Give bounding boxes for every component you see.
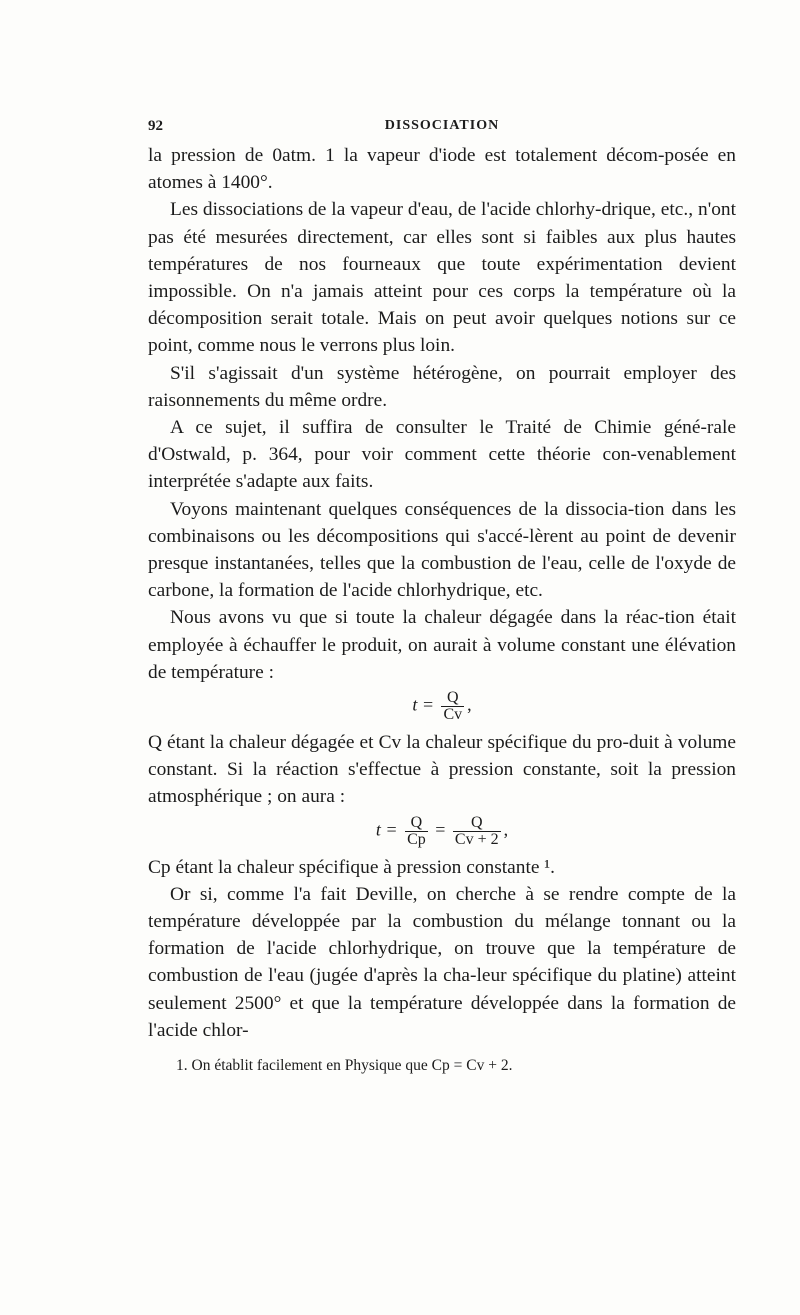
paragraph: A ce sujet, il suffira de consulter le Traité de Chimie géné-rale d'Ostwald, p. 364, pour voir comment cette théorie con-venablement interprétée s'adapte aux faits.: [148, 417, 736, 493]
formula-equals: =: [435, 819, 446, 840]
paragraph: Voyons maintenant quelques conséquences de la dissocia-tion dans les combinaisons ou les décompositions qui s'accé-lèrent au point de devenir presque instantanées, telles que la combustion de l'eau, celle de l'oxyde de carbone, la formation de l'acide chlorhydrique, etc.: [148, 498, 736, 602]
fraction-denominator: Cv + 2: [454, 830, 499, 848]
formula-tail: ,: [467, 694, 472, 715]
running-header: [148, 118, 736, 142]
page: [148, 118, 736, 1076]
formula-tail: ,: [503, 819, 509, 840]
formula-lhs: t =: [412, 694, 434, 715]
fraction: [405, 815, 428, 848]
fraction-numerator: Q: [441, 690, 464, 707]
formula-lhs: t =: [375, 819, 398, 840]
running-title: DISSOCIATION: [384, 118, 500, 133]
paragraph: Les dissociations de la vapeur d'eau, de l'acide chlorhy-drique, etc., n'ont pas été mesurées directement, car elles sont si faibles aux plus hautes températures de nos fourneaux que toute expérimentation devient impossible. On n'a jamais atteint pour ces corps la température où la décomposition serait totale. Mais on peut avoir quelques notions sur ce point, comme nous le verrons plus loin.: [148, 199, 736, 357]
formula-volume-constant: [148, 690, 736, 723]
formula-pressure-constant: [148, 815, 736, 848]
paragraph: la pression de 0atm. 1 la vapeur d'iode est totalement décom-posée en atomes à 1400°.: [148, 145, 736, 194]
fraction-numerator: Q: [453, 815, 501, 832]
fraction: [453, 815, 501, 848]
page-number: 92: [148, 118, 163, 134]
paragraph: Or si, comme l'a fait Deville, on cherche à se rendre compte de la température développée par la combustion du mélange tonnant ou la formation de l'acide chlorhydrique, on trouve que la température de combustion de l'eau (jugée d'après la cha-leur spécifique du platine) atteint seulement 2500° et que la température développée dans la formation de l'acide chlor-: [148, 883, 736, 1041]
paragraph: Cp étant la chaleur spécifique à pression constante ¹.: [148, 856, 555, 878]
fraction-denominator: Cv: [443, 706, 463, 724]
paragraph: S'il s'agissait d'un système hétérogène, on pourrait employer des raisonnements du même ordre.: [148, 362, 736, 411]
fraction-denominator: Cp: [407, 830, 426, 848]
footnote: 1. On établit facilement en Physique que Cp = Cv + 2.: [176, 1057, 513, 1075]
paragraph: Q étant la chaleur dégagée et Cv la chaleur spécifique du pro-duit à volume constant. Si la réaction s'effectue à pression constante, soit la pression atmosphérique ; on aura :: [148, 732, 736, 808]
paragraph: Nous avons vu que si toute la chaleur dégagée dans la réac-tion était employée à échauffer le produit, on aurait à volume constant une élévation de température :: [148, 607, 736, 683]
fraction: [441, 690, 464, 723]
body-text: [148, 142, 736, 1044]
fraction-numerator: Q: [405, 815, 428, 832]
